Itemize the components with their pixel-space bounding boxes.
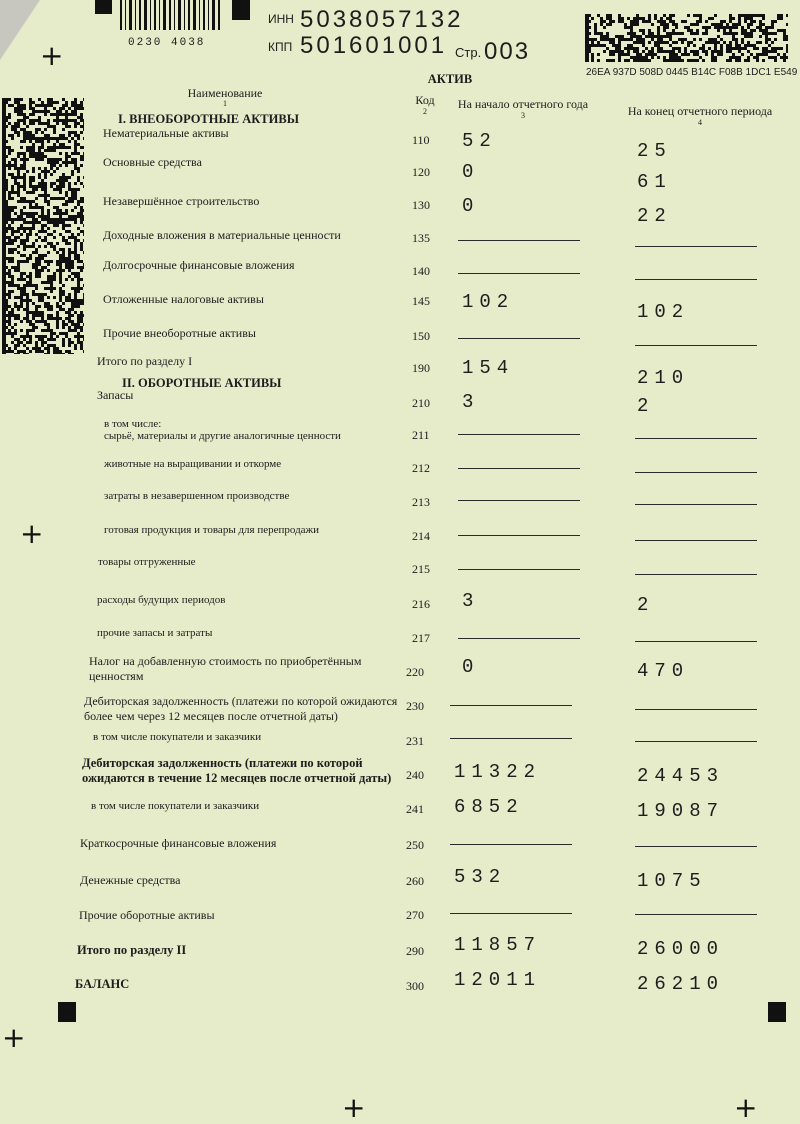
- value-end-of-period: 2: [637, 395, 655, 417]
- crosshair-mark: +: [2, 1021, 26, 1054]
- row-label: Итого по разделу II: [77, 943, 187, 957]
- row-code: 150: [412, 329, 430, 343]
- row-code: 217: [412, 631, 430, 645]
- value-end-of-period: 26210: [637, 973, 725, 995]
- value-start-of-year: 12011: [454, 969, 542, 991]
- value-start-of-year: 0: [462, 161, 480, 183]
- value-start-of-year: 6852: [454, 796, 524, 818]
- row-code: 270: [406, 908, 424, 922]
- value-start-of-year: 3: [462, 590, 480, 612]
- row-code: 214: [412, 529, 430, 543]
- crosshair-mark: +: [20, 517, 44, 550]
- empty-value-line: [635, 574, 757, 575]
- page-number: 003: [484, 38, 531, 65]
- section-1-title: I. ВНЕОБОРОТНЫЕ АКТИВЫ: [118, 112, 299, 126]
- row-code: 220: [406, 665, 424, 679]
- row-label: в том числе покупатели и заказчики: [91, 800, 260, 812]
- barcode-2d-left: [2, 98, 84, 354]
- row-code: 135: [412, 231, 430, 245]
- empty-value-line: [635, 540, 757, 541]
- inn-value: 5038057132: [300, 6, 464, 33]
- value-start-of-year: 102: [462, 291, 515, 313]
- crosshair-mark: +: [342, 1091, 366, 1124]
- row-code: 212: [412, 461, 430, 475]
- row-code: 290: [406, 944, 424, 958]
- empty-value-line: [450, 705, 572, 706]
- empty-value-line: [458, 273, 580, 274]
- empty-value-line: [458, 569, 580, 570]
- empty-value-line: [635, 279, 757, 280]
- row-label: затраты в незавершенном производстве: [104, 490, 290, 502]
- row-label-line2: ожидаются в течение 12 месяцев после отчетной даты): [82, 771, 392, 785]
- row-code: 211: [412, 428, 430, 442]
- value-end-of-period: 25: [637, 140, 672, 162]
- row-label: сырьё, материалы и другие аналогичные ценности: [104, 430, 341, 442]
- row-label: готовая продукция и товары для перепродажи: [104, 524, 320, 536]
- row-label: прочие запасы и затраты: [97, 627, 213, 639]
- row-label: Дебиторская задолженность (платежи по которой: [82, 756, 363, 770]
- empty-value-line: [450, 844, 572, 845]
- value-start-of-year: 52: [462, 130, 497, 152]
- value-start-of-year: 3: [462, 391, 480, 413]
- col-header-code-num: 2: [423, 107, 427, 116]
- row-code: 120: [412, 165, 430, 179]
- value-end-of-period: 26000: [637, 938, 725, 960]
- empty-value-line: [635, 641, 757, 642]
- empty-value-line: [635, 846, 757, 847]
- empty-value-line: [635, 345, 757, 346]
- col-header-code: Код: [415, 93, 435, 107]
- col-header-name: Наименование: [187, 86, 263, 100]
- row-label: Доходные вложения в материальные ценности: [103, 228, 341, 242]
- value-start-of-year: 154: [462, 357, 515, 379]
- row-label: Прочие внеоборотные активы: [103, 326, 256, 340]
- row-label-line2: ценностям: [89, 669, 144, 683]
- row-label: животные на выращивании и откорме: [104, 458, 282, 470]
- row-label: Отложенные налоговые активы: [103, 292, 264, 306]
- value-start-of-year: 0: [462, 195, 480, 217]
- col-header-name-num: 1: [223, 99, 227, 108]
- row-label: Долгосрочные финансовые вложения: [103, 258, 295, 272]
- value-start-of-year: 532: [454, 866, 507, 888]
- row-code: 230: [406, 699, 424, 713]
- registration-mark: [58, 1002, 76, 1022]
- value-start-of-year: 0: [462, 656, 480, 678]
- row-label-prefix: в том числе:: [104, 418, 162, 430]
- empty-value-line: [635, 472, 757, 473]
- row-label: Дебиторская задолженность (платежи по которой ожидаются: [84, 694, 398, 708]
- empty-value-line: [635, 438, 757, 439]
- row-label: Запасы: [97, 388, 134, 402]
- row-label: БАЛАНС: [75, 977, 130, 991]
- row-code: 240: [406, 768, 424, 782]
- row-label: Краткосрочные финансовые вложения: [80, 836, 277, 850]
- empty-value-line: [458, 638, 580, 639]
- crosshair-mark: +: [734, 1091, 758, 1124]
- row-code: 250: [406, 838, 424, 852]
- row-code: 215: [412, 562, 430, 576]
- value-end-of-period: 19087: [637, 800, 725, 822]
- aktiv-title: АКТИВ: [427, 72, 473, 86]
- kpp-label: КПП: [268, 40, 293, 54]
- empty-value-line: [635, 246, 757, 247]
- value-end-of-period: 102: [637, 301, 690, 323]
- value-start-of-year: 11322: [454, 761, 542, 783]
- row-label: товары отгруженные: [98, 556, 196, 568]
- row-code: 216: [412, 597, 430, 611]
- row-code: 241: [406, 802, 424, 816]
- row-label: Налог на добавленную стоимость по приобретённым: [89, 654, 362, 668]
- row-code: 140: [412, 264, 430, 278]
- empty-value-line: [635, 741, 757, 742]
- barcode-caption: 26EA 937D 508D 0445 B14C F08B 1DC1 E549: [586, 67, 798, 78]
- crosshair-mark: +: [40, 39, 64, 72]
- empty-value-line: [450, 913, 572, 914]
- empty-value-line: [458, 500, 580, 501]
- value-end-of-period: 2: [637, 594, 655, 616]
- value-end-of-period: 22: [637, 205, 672, 227]
- col-header-end: На конец отчетного периода: [627, 104, 773, 118]
- empty-value-line: [635, 504, 757, 505]
- registration-mark: [232, 0, 250, 20]
- row-label-line2: более чем через 12 месяцев после отчетной даты): [84, 709, 338, 723]
- value-end-of-period: 24453: [637, 765, 725, 787]
- registration-mark: [768, 1002, 786, 1022]
- row-label: Нематериальные активы: [103, 126, 229, 140]
- col-header-end-num: 4: [698, 118, 702, 127]
- row-label: расходы будущих периодов: [97, 594, 226, 606]
- empty-value-line: [458, 338, 580, 339]
- row-label: Денежные средства: [80, 873, 181, 887]
- row-code: 145: [412, 294, 430, 308]
- empty-value-line: [635, 709, 757, 710]
- col-header-start: На начало отчетного года: [457, 97, 589, 111]
- registration-mark: [95, 0, 112, 14]
- row-code: 260: [406, 874, 424, 888]
- row-code: 213: [412, 495, 430, 509]
- kpp-value: 501601001: [300, 32, 448, 59]
- value-end-of-period: 470: [637, 660, 690, 682]
- empty-value-line: [450, 738, 572, 739]
- empty-value-line: [458, 535, 580, 536]
- row-label: Основные средства: [103, 155, 202, 169]
- row-code: 130: [412, 198, 430, 212]
- row-label: в том числе покупатели и заказчики: [93, 731, 262, 743]
- value-start-of-year: 11857: [454, 934, 542, 956]
- page-fold-corner: [0, 0, 40, 60]
- form-code: 0230 4038: [128, 37, 206, 49]
- empty-value-line: [458, 468, 580, 469]
- top-barcode-strip: [118, 0, 226, 32]
- row-code: 300: [406, 979, 424, 993]
- row-code: 190: [412, 361, 430, 375]
- row-code: 110: [412, 133, 430, 147]
- empty-value-line: [458, 240, 580, 241]
- value-end-of-period: 210: [637, 367, 690, 389]
- col-header-start-num: 3: [521, 111, 525, 120]
- value-end-of-period: 1075: [637, 870, 707, 892]
- empty-value-line: [635, 914, 757, 915]
- row-code: 210: [412, 396, 430, 410]
- inn-label: ИНН: [268, 12, 294, 26]
- row-label: Итого по разделу I: [97, 354, 193, 368]
- value-end-of-period: 61: [637, 171, 672, 193]
- row-code: 231: [406, 734, 424, 748]
- page-label: Стр.: [455, 45, 482, 60]
- row-label: Прочие оборотные активы: [79, 908, 215, 922]
- section-2-title: II. ОБОРОТНЫЕ АКТИВЫ: [122, 376, 282, 390]
- barcode-2d-top: [585, 14, 788, 62]
- row-label: Незавершённое строительство: [103, 194, 260, 208]
- empty-value-line: [458, 434, 580, 435]
